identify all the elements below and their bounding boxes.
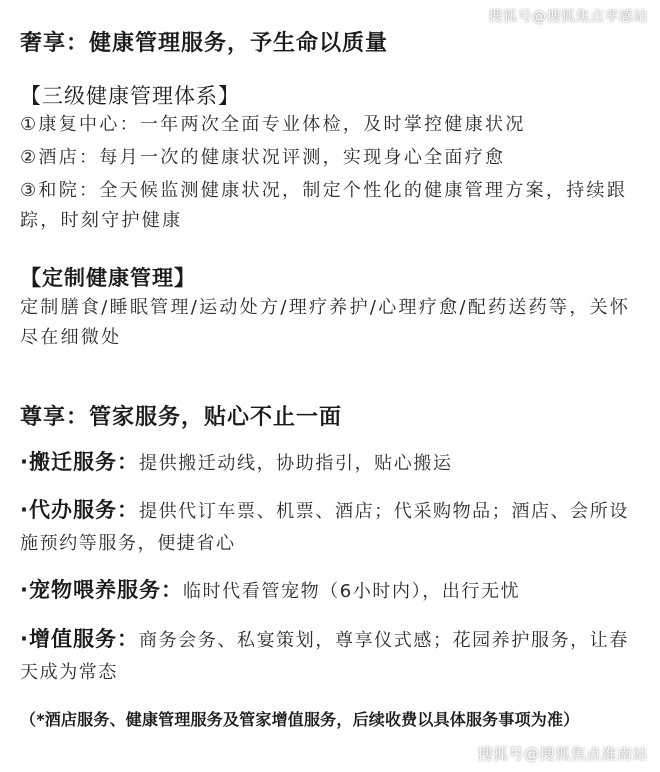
subsection-a-heading: 【三级健康管理体系】	[20, 84, 240, 108]
service-desc: 临时代看管宠物（6小时内），出行无忧	[182, 581, 521, 602]
service-desc: 提供代订车票、机票、酒店；代采购物品；酒店、会所设施预约等服务，便捷省心	[20, 501, 629, 554]
subsection-b-heading: 【定制健康管理】	[20, 266, 196, 290]
service-desc: 提供搬迁动线，协助指引，贴心搬运	[138, 453, 453, 474]
service-item-value-added	[20, 623, 638, 689]
watermark-bottom: 搜狐号@搜狐焦点淮南站	[477, 745, 648, 763]
subsection-a-item-2: ②酒店：每月一次的健康状况评测，实现身心全面疗愈	[20, 147, 506, 168]
service-item-moving	[20, 446, 638, 480]
service-desc: 商务会务、私宴策划，尊享仪式感；花园养护服务，让春天成为常态	[20, 630, 629, 683]
service-name: ·宠物喂养服务：	[20, 578, 183, 602]
service-name: ·代办服务：	[20, 498, 139, 522]
service-item-errands	[20, 494, 638, 560]
watermark-top: 搜狐号@搜狐焦点孝感站	[488, 9, 648, 25]
subsection-a-item-1: ①康复中心：一年两次全面专业体检，及时掌控健康状况	[20, 114, 526, 135]
service-name: ·搬迁服务：	[20, 450, 139, 474]
subsection-a-item-3: ③和院：全天候监测健康状况，制定个性化的健康管理方案，持续跟踪，时刻守护健康	[20, 180, 628, 231]
service-name: ·增值服务：	[20, 627, 139, 651]
subsection-b-text: 定制膳食/睡眠管理/运动处方/理疗养护/心理疗愈/配药送药等，关怀尽在细微处	[20, 297, 631, 348]
section2-title: 尊享：管家服务，贴心不止一面	[20, 405, 343, 430]
footnote: （*酒店服务、健康管理服务及管家增值服务，后续收费以具体服务事项为准）	[20, 710, 580, 729]
service-item-pet-care	[20, 574, 638, 608]
section1-title: 奢享：健康管理服务，予生命以质量	[20, 31, 389, 56]
